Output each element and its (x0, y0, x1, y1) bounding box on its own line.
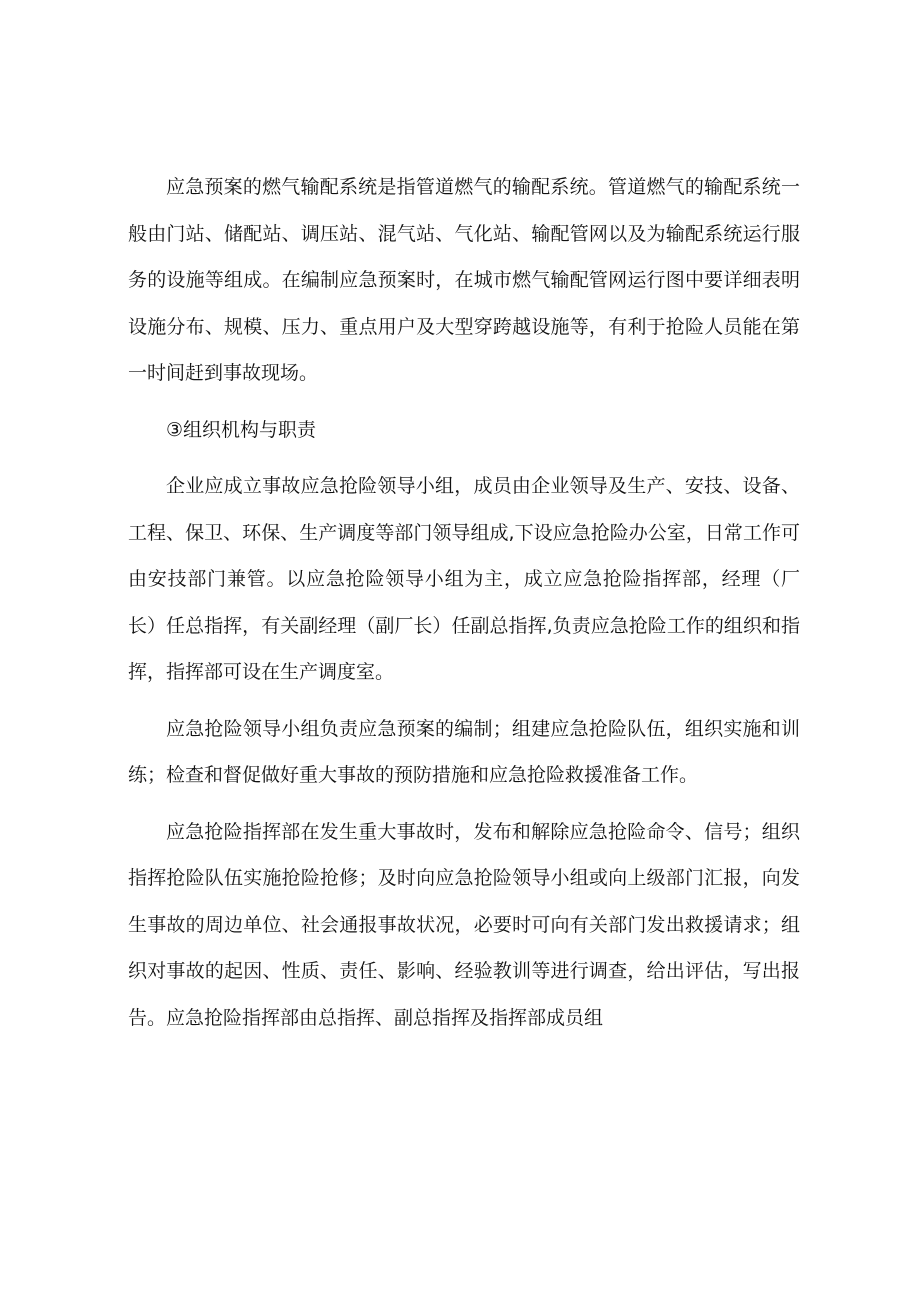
document-body (128, 164, 800, 1051)
section-heading-organization: ③组织机构与职责 (166, 418, 317, 441)
paragraph-leadership-group: 企业应成立事故应急抢险领导小组，成员由企业领导及生产、安技、设备、工程、保卫、环保、生产调度等部门领导组成,下设应急抢险办公室，日常工作可由安技部门兼管。以应急抢险领导小组为主，成立应急抢险指挥部，经理（厂长）任总指挥，有关副经理（副厂长）任副总指挥,负责应急抢险工作的组织和指挥，指挥部可设在生产调度室。 (128, 475, 800, 683)
paragraph-leadership-duties: 应急抢险领导小组负责应急预案的编制；组建应急抢险队伍，组织实施和训练；检查和督促做好重大事故的预防措施和应急抢险救援准备工作。 (128, 717, 800, 786)
paragraph-command-duties: 应急抢险指挥部在发生重大事故时，发布和解除应急抢险命令、信号；组织指挥抢险队伍实施抢险抢修；及时向应急抢险领导小组或向上级部门汇报，向发生事故的周边单位、社会通报事故状况，必要时可向有关部门发出救援请求；组织对事故的起因、性质、责任、影响、经验教训等进行调查，给出评估，写出报告。应急抢险指挥部由总指挥、副总指挥及指挥部成员组 (128, 820, 800, 1029)
paragraph-gas-distribution-system: 应急预案的燃气输配系统是指管道燃气的输配系统。管道燃气的输配系统一般由门站、储配站、调压站、混气站、气化站、输配管网以及为输配系统运行服务的设施等组成。在编制应急预案时，在城市燃气输配管网运行图中要详细表明设施分布、规模、压力、重点用户及大型穿跨越设施等，有利于抢险人员能在第一时间赶到事故现场。 (128, 176, 800, 384)
